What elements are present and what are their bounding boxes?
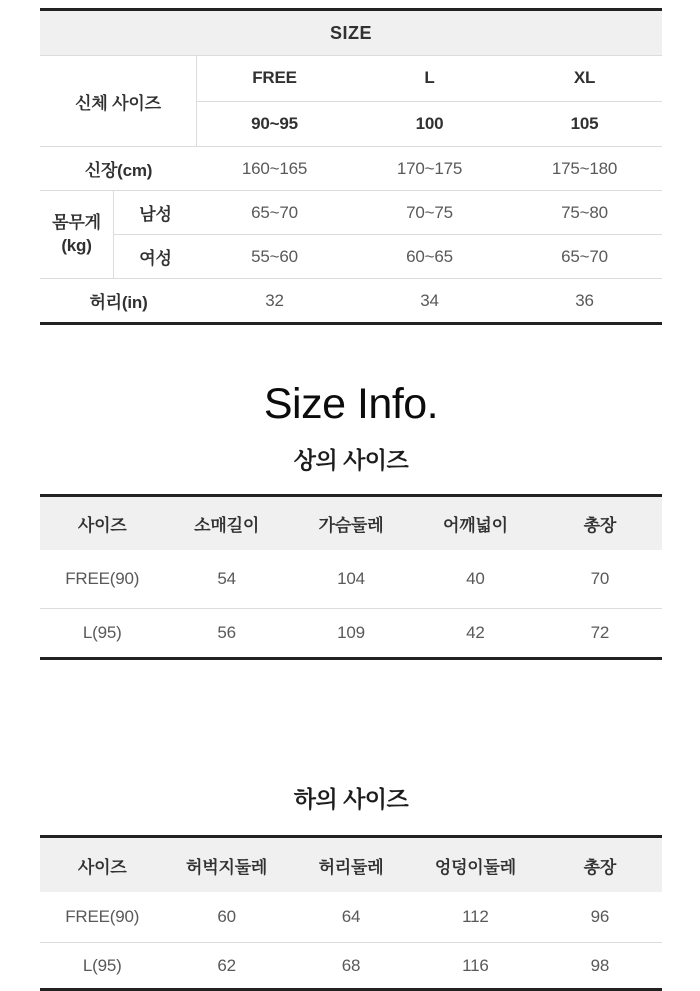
height-value-free: 160~165 bbox=[241, 158, 308, 178]
top-l-shoulder: 42 bbox=[466, 623, 485, 642]
height-value-xl: 175~180 bbox=[551, 158, 618, 178]
top-table-row-free bbox=[40, 550, 662, 609]
size-name-l: L bbox=[424, 68, 435, 88]
weight-row-female bbox=[114, 235, 662, 278]
bottom-l-size: L(95) bbox=[82, 955, 122, 975]
bottom-size-subtitle: 하의 사이즈 bbox=[293, 786, 409, 812]
size-name-xl: XL bbox=[573, 68, 596, 88]
bottom-free-length: 96 bbox=[590, 907, 610, 926]
bottom-header-hip: 엉덩이둘레 bbox=[434, 857, 516, 877]
weight-label-line1: 몸무게 bbox=[52, 212, 101, 232]
body-size-label: 신체 사이즈 bbox=[40, 56, 197, 146]
size-number-row bbox=[197, 102, 662, 147]
bottom-l-hip: 116 bbox=[462, 955, 489, 975]
bottom-table-row-free bbox=[40, 892, 662, 943]
female-value-free: 55~60 bbox=[251, 246, 298, 266]
waist-row-label: 허리(in) bbox=[89, 293, 148, 312]
bottom-size-table bbox=[40, 835, 662, 991]
body-size-row bbox=[40, 56, 662, 147]
waist-value-l: 34 bbox=[420, 290, 439, 310]
size-number-l: 100 bbox=[415, 113, 444, 133]
height-row bbox=[40, 147, 662, 191]
female-label: 여성 bbox=[139, 249, 172, 268]
weight-row-male bbox=[114, 191, 662, 235]
size-number-xl: 105 bbox=[570, 113, 599, 133]
male-label: 남성 bbox=[139, 205, 172, 224]
bottom-header-waist: 허리둘레 bbox=[318, 857, 384, 877]
size-name-number-block bbox=[197, 56, 662, 146]
bottom-l-length: 98 bbox=[590, 955, 610, 975]
bottom-header-length: 총장 bbox=[583, 857, 617, 877]
size-name-free: FREE bbox=[252, 68, 297, 88]
size-table-title: SIZE bbox=[40, 11, 662, 56]
top-size-subtitle: 상의 사이즈 bbox=[293, 447, 409, 473]
top-free-sleeve: 54 bbox=[217, 569, 236, 588]
top-header-chest: 가슴둘레 bbox=[318, 516, 384, 535]
size-info-title: Size Info. bbox=[263, 380, 439, 428]
height-value-l: 170~175 bbox=[396, 158, 463, 178]
top-l-sleeve: 56 bbox=[217, 623, 236, 642]
top-l-length: 72 bbox=[590, 623, 610, 642]
waist-value-xl: 36 bbox=[575, 290, 594, 310]
top-free-chest: 104 bbox=[337, 569, 365, 588]
size-name-row bbox=[197, 56, 662, 102]
bottom-l-waist: 68 bbox=[341, 955, 361, 975]
male-value-free: 65~70 bbox=[251, 202, 298, 222]
bottom-free-hip: 112 bbox=[462, 907, 489, 926]
bottom-free-thigh: 60 bbox=[217, 907, 236, 926]
bottom-l-thigh: 62 bbox=[217, 955, 236, 975]
male-value-l: 70~75 bbox=[406, 202, 453, 222]
top-header-length: 총장 bbox=[583, 516, 617, 535]
bottom-header-size: 사이즈 bbox=[77, 857, 127, 877]
top-l-size: L(95) bbox=[82, 623, 122, 642]
body-size-table bbox=[40, 8, 662, 325]
top-header-shoulder: 어깨넓이 bbox=[442, 516, 508, 535]
top-table-row-l bbox=[40, 609, 662, 657]
top-header-sleeve: 소매길이 bbox=[194, 516, 260, 535]
height-row-label: 신장(cm) bbox=[84, 161, 153, 180]
weight-rows bbox=[114, 191, 662, 278]
female-value-xl: 65~70 bbox=[561, 246, 608, 266]
size-number-free: 90~95 bbox=[251, 113, 298, 133]
bottom-free-size: FREE(90) bbox=[65, 907, 140, 926]
bottom-table-row-l bbox=[40, 943, 662, 988]
weight-label bbox=[40, 191, 114, 278]
waist-row bbox=[40, 279, 662, 322]
bottom-header-thigh: 허벅지둘레 bbox=[186, 857, 268, 877]
bottom-free-waist: 64 bbox=[341, 907, 361, 926]
weight-label-line2: (kg) bbox=[61, 235, 92, 255]
bottom-table-header-row bbox=[40, 838, 662, 892]
top-l-chest: 109 bbox=[337, 623, 365, 642]
top-free-length: 70 bbox=[590, 569, 610, 588]
waist-value-free: 32 bbox=[265, 290, 284, 310]
top-size-table bbox=[40, 494, 662, 660]
top-table-header-row bbox=[40, 497, 662, 550]
top-free-shoulder: 40 bbox=[466, 569, 485, 588]
female-value-l: 60~65 bbox=[406, 246, 453, 266]
top-header-size: 사이즈 bbox=[77, 516, 127, 535]
male-value-xl: 75~80 bbox=[561, 202, 608, 222]
weight-block bbox=[40, 191, 662, 279]
top-free-size: FREE(90) bbox=[65, 569, 140, 588]
